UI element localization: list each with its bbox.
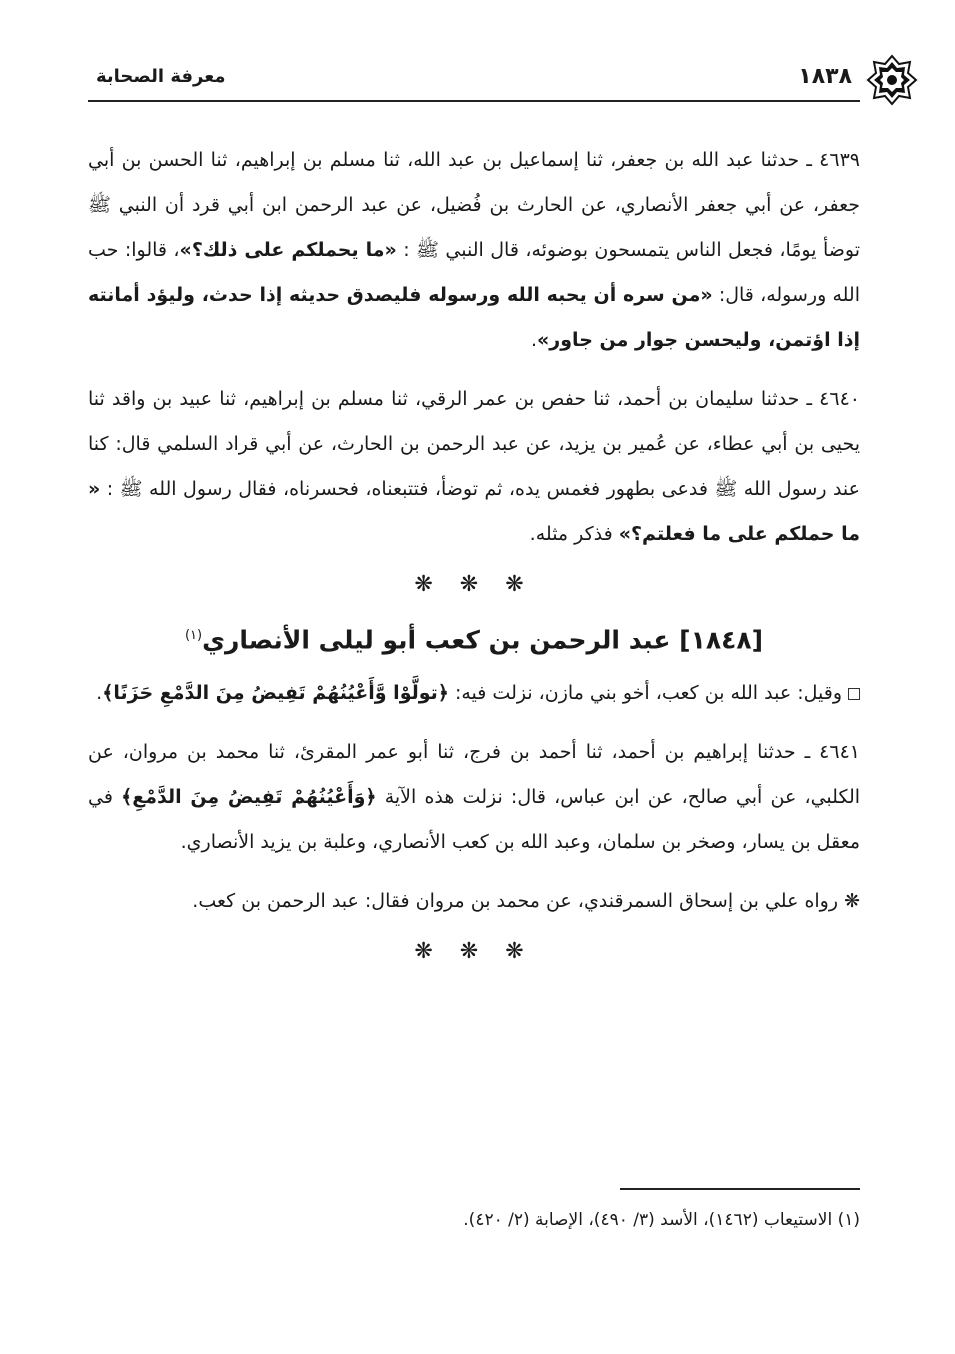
entry-intro-end: . <box>96 682 103 705</box>
entry-heading <box>88 611 860 665</box>
page-number: ١٨٣٨ <box>798 64 852 89</box>
entry-intro <box>88 671 860 716</box>
hadith-4641 <box>88 730 860 865</box>
hadith-4639-end: . <box>530 329 538 351</box>
hadith-4640 <box>88 377 860 557</box>
narration-note: ❋ رواه علي بن إسحاق السمرقندي، عن محمد بن مروان فقال: عبد الرحمن بن كعب. <box>192 890 860 913</box>
hadith-4640-intro: ٤٦٤٠ ـ حدثنا سليمان بن أحمد، ثنا حفص بن عمر الرقي، ثنا مسلم بن إبراهيم، ثنا عبيد بن واقد ثنا يحيى بن أبي عطاء، عن عُمير بن يزيد، عن عبد الرحمن بن الحارث، عن أبي قراد السلمي قال: كنا عند رسول الله ﷺ فدعى بطهور فغمس يده، ثم توضأ، فتتبعناه، فحسرناه، فقال رسول الله ﷺ : <box>88 388 860 500</box>
square-bullet-icon <box>848 688 860 700</box>
hadith-4641-intro: ٤٦٤١ ـ حدثنا إبراهيم بن أحمد، ثنا أحمد بن فرج، ثنا أبو عمر المقرئ، ثنا محمد بن مروان، عن الكلبي، عن أبي صالح، عن ابن عباس، قال: نزلت هذه الآية <box>88 741 861 809</box>
hadith-4639-quote-1: «ما يحملكم على ذلك؟» <box>179 239 397 261</box>
hadith-4640-end: فذكر مثله. <box>529 523 619 545</box>
hadith-4639-quote-2: «من سره أن يحبه الله ورسوله فليصدق حديثه إذا حدث، وليؤد أمانته إذا اؤتمن، وليحسن جوار من جاور» <box>88 284 860 351</box>
hadith-4639-mid: ، قالوا: حب الله ورسوله، قال: <box>88 239 860 306</box>
hadith-4639-intro: ٤٦٣٩ ـ حدثنا عبد الله بن جعفر، ثنا إسماعيل بن عبد الله، ثنا مسلم بن إبراهيم، ثنا الحسن بن أبي جعفر، عن أبي جعفر الأنصاري، عن الحارث بن فُضيل، عن عبد الرحمن ابن أبي قرد أن النبي ﷺ توضأ يومًا، فجعل الناس يتمسحون بوضوئه، قال النبي ﷺ : <box>88 149 860 261</box>
footnote-divider <box>620 1188 860 1190</box>
section-separator-2: ❋ ❋ ❋ <box>414 939 534 965</box>
hadith-4640-quote: « ما حملكم على ما فعلتم؟» <box>88 478 860 545</box>
section-separator: ❋ ❋ ❋ <box>414 572 534 597</box>
footnote-reference: (١) <box>184 628 203 643</box>
quran-verse: ﴿تولَّوْا وَّأَعْيُنُهُمْ تَفِيضُ مِنَ الدَّمْعِ حَزَنًا﴾ <box>102 682 449 705</box>
hadith-4641-end: في معقل بن يسار، وصخر بن سلمان، وعبد الله بن كعب الأنصاري، وعلبة بن يزيد الأنصاري. <box>88 786 860 854</box>
entry-heading-text: [١٨٤٨] عبد الرحمن بن كعب أبو ليلى الأنصاري <box>202 625 764 655</box>
footnotes <box>88 1188 860 1240</box>
footnote-1: (١) الاستيعاب (١٤٦٢)، الأسد (٣/ ٤٩٠)، الإصابة (٢/ ٤٢٠). <box>463 1210 860 1230</box>
octagonal-ornament-icon <box>866 54 918 106</box>
page-body <box>88 138 860 976</box>
hadith-4639 <box>88 138 860 363</box>
hadith-4641-verse: ﴿وَأَعْيُنُهُمْ تَفِيضُ مِنَ الدَّمْعِ﴾ <box>121 786 377 809</box>
running-title: معرفة الصحابة <box>96 66 226 87</box>
entry-intro-text: وقيل: عبد الله بن كعب، أخو بني مازن، نزلت فيه: <box>454 682 842 705</box>
page-header <box>88 60 860 102</box>
